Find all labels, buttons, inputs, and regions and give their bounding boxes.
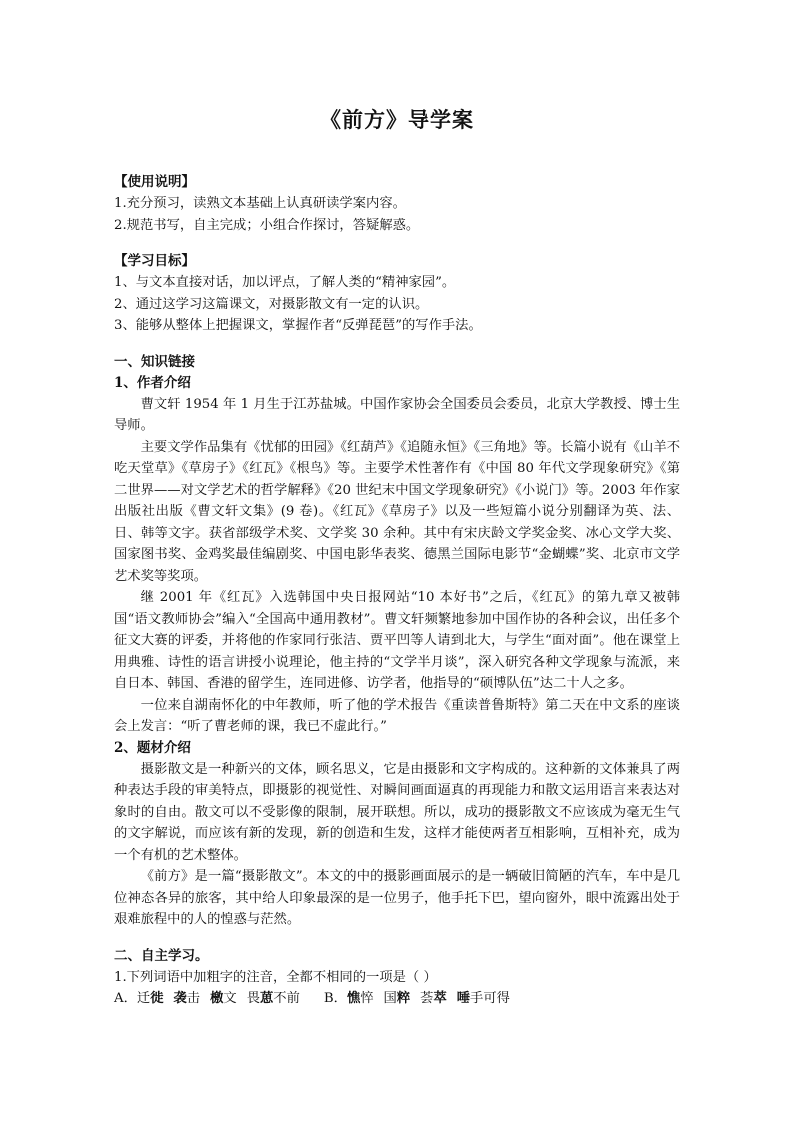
bold-char: 萃 [433,991,447,1006]
word-part: 悴 [360,991,374,1006]
option-a-words [137,991,300,1006]
word-part: 荟 [420,991,434,1006]
option-word [247,991,300,1006]
author-paragraph: 主要文学作品集有《忧郁的田园》《红葫芦》《追随永恒》《三角地》等。长篇小说有《山羊不吃天堂草》《草房子》《红瓦》《根鸟》等。主要学术性著作有《中国 80 年代文学现象研究》《第二世界——对文学艺术的哲学解释》《20 世纪末中国文学现象研究》《小说门》等。2003 年作家出版社出版《曹文轩文集》(9 卷)。《红瓦》《草房子》以及一些短篇小说分别翻译为英、法、日、韩等文字。获省部级学术奖、文学奖 30 余种。其中有宋庆龄文学奖金奖、冰心文学大奖、国家图书奖、金鸡奖最佳编剧奖、中国电影华表奖、德黑兰国际电影节“金蝴蝶”奖、北京市文学艺术奖等奖项。 [114,439,680,584]
option-a-label: A． [114,991,137,1006]
option-word [347,991,374,1006]
word-part: 击 [186,991,201,1006]
question-text: 1.下列词语中加粗字的注音，全都不相同的一项是（ ） [114,969,437,985]
bold-char: 憔 [346,991,361,1006]
usage-item: 1.充分预习，读熟文本基础上认真研读学案内容。 [114,196,406,211]
self-study-heading: 二、自主学习。 [114,947,209,964]
usage-item: 2.规范书写，自主完成；小组合作探讨，答疑解惑。 [114,217,420,233]
word-part: 不前 [273,991,300,1006]
bold-char: 唾 [456,991,471,1006]
knowledge-heading: 一、知识链接 [114,353,195,370]
genre-paragraph: 摄影散文是一种新兴的文体，顾名思义，它是由摄影和文字构成的。这种新的文体兼具了两种表达手段的审美特点，即摄影的视觉性、对瞬间画面逼真的再现能力和散文运用语言来表达对象时的自由。散文可以不受影像的限制，展开联想。所以，成功的摄影散文不应该成为毫无生气的文字解说，而应该有新的发现，新的创造和生发，这样才能使两者互相影响，互相补充，成为一个有机的艺术整体。 [114,761,680,863]
bold-char: 檄 [210,991,224,1006]
option-word [174,991,201,1006]
bold-char: 袭 [173,991,187,1006]
option-word [384,991,411,1006]
bold-char: 粹 [396,991,411,1006]
author-paragraph: 一位来自湖南怀化的中年教师，听了他的学术报告《重读普鲁斯特》第二天在中文系的座谈会上发言：“听了曹老师的课，我已不虚此行。” [114,697,680,734]
genre-heading: 2、题材介绍 [114,739,191,756]
option-word [137,991,164,1006]
word-part: 迁 [136,991,151,1006]
bold-char: 徙 [150,991,164,1006]
document-content [114,104,680,1010]
usage-heading: 【使用说明】 [114,174,195,190]
author-heading: 1、作者介绍 [114,374,191,391]
word-part: 手可得 [470,991,510,1006]
genre-paragraph: 《前方》是一篇“摄影散文”。本文的中的摄影画面展示的是一辆破旧简陋的汽车，车中是几位神态各异的旅客，其中给人印象最深的是一位男子，他手托下巴，望向窗外，眼中流露出处于艰难旅程中的人的惶惑与茫然。 [114,869,680,927]
word-part: 文 [223,991,237,1006]
option-b-label: B． [323,991,347,1006]
option-word [210,991,237,1006]
goal-item: 3、能够从整体上把握课文，掌握作者“反弹琵琶”的写作手法。 [114,318,482,333]
option-word [457,991,510,1006]
option-word [420,991,447,1006]
author-paragraph: 曹文轩 1954 年 1 月生于江苏盐城。中国作家协会全国委员会委员，北京大学教授、博士生导师。 [114,396,680,433]
goal-item: 1、与文本直接对话，加以评点，了解人类的“精神家园”。 [114,275,456,290]
bold-char: 葸 [259,991,274,1006]
author-paragraph: 继 2001 年《红瓦》入选韩国中央日报网站“10 本好书”之后，《红瓦》的第九章又被韩国“语文教师协会”编入“全国高中通用教材”。曹文轩频繁地参加中国作协的各种会议，出任多个征文大赛的评委，并将他的作家同行张洁、贾平凹等人请到北大，与学生“面对面”。他在课堂上用典雅、诗性的语言讲授小说理论，他主持的“文学半月谈”，深入研究各种文学现象与流派，来自日本、韩国、香港的留学生，连同进修、访学者，他指导的“硕博队伍”达二十人之多。 [114,590,680,691]
page-title: 《前方》导学案 [320,107,474,132]
goal-item: 2、通过这学习这篇课文，对摄影散文有一定的认识。 [114,296,429,312]
word-part: 国 [383,991,397,1006]
option-b-words [347,991,510,1006]
question-options [114,988,680,1010]
goals-heading: 【学习目标】 [114,253,195,269]
word-part: 畏 [246,991,260,1006]
